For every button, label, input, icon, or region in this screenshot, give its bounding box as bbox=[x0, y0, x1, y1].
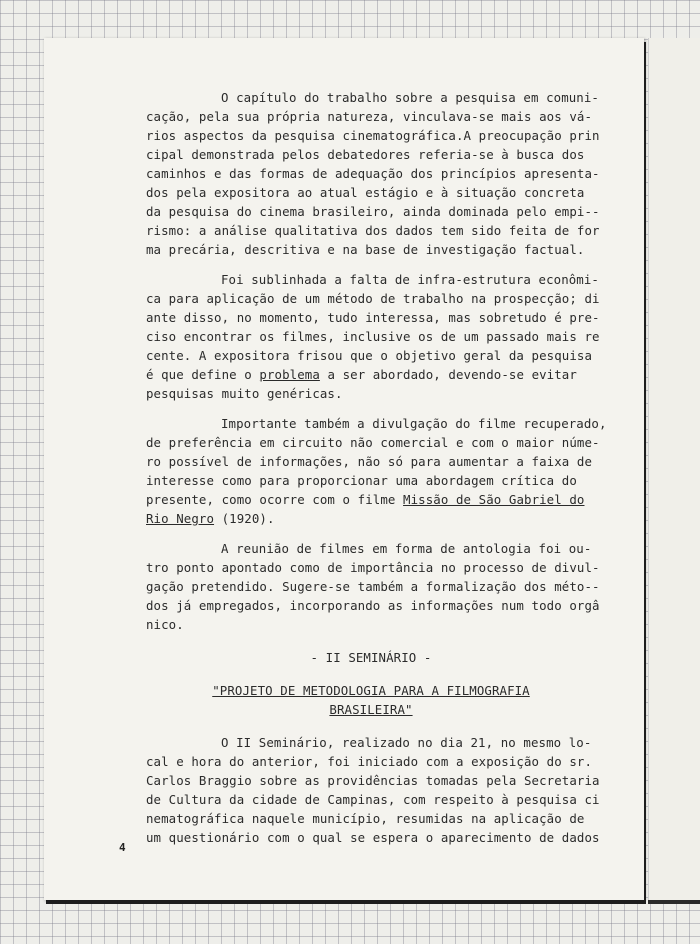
paragraph-2 bbox=[146, 270, 600, 403]
text-line: cal e hora do anterior, foi iniciado com a exposição do sr. bbox=[146, 754, 593, 769]
text-line: rismo: a análise qualitativa dos dados tem sido feita de for bbox=[146, 223, 600, 238]
text-line: da pesquisa do cinema brasileiro, ainda dominada pelo empi-- bbox=[146, 204, 600, 219]
text-line bbox=[146, 365, 596, 384]
section-heading: - II SEMINÁRIO - bbox=[310, 650, 432, 665]
text-line: dos já empregados, incorporando as informações num todo orgâ bbox=[146, 598, 600, 613]
project-title bbox=[146, 681, 596, 719]
text-line bbox=[146, 490, 596, 509]
text-line: O II Seminário, realizado no dia 21, no mesmo lo- bbox=[221, 735, 592, 750]
text-line: Foi sublinhada a falta de infra-estrutura econômi- bbox=[221, 272, 599, 287]
text-line: ciso encontrar os filmes, inclusive os de um passado mais re bbox=[146, 329, 600, 344]
text-segment: presente, como ocorre com o filme bbox=[146, 492, 404, 507]
text-line: ante disso, no momento, tudo interessa, mas sobretudo é pre- bbox=[146, 310, 600, 325]
text-line: Carlos Braggio sobre as providências tomadas pela Secretaria bbox=[146, 773, 600, 788]
text-line: nico. bbox=[146, 617, 184, 632]
document-body bbox=[146, 88, 607, 847]
text-segment: a ser abordado, devendo-se evitar bbox=[319, 367, 577, 382]
text-line: O capítulo do trabalho sobre a pesquisa em comuni- bbox=[221, 90, 599, 105]
text-line: cipal demonstrada pelos debatedores referia-se à busca dos bbox=[146, 147, 585, 162]
text-line: cação, pela sua própria natureza, vinculava-se mais aos vá- bbox=[146, 109, 593, 124]
text-line: nematográfica naquele município, resumidas na aplicação de bbox=[146, 811, 585, 826]
text-line: ro possível de informações, não só para aumentar a faixa de bbox=[146, 454, 593, 469]
text-line: caminhos e das formas de adequação dos princípios apresenta- bbox=[146, 166, 600, 181]
text-line bbox=[146, 509, 596, 528]
text-line: de preferência em circuito não comercial e com o maior núme- bbox=[146, 435, 600, 450]
paragraph-5 bbox=[146, 733, 600, 847]
text-line: cente. A expositora frisou que o objetivo geral da pesquisa bbox=[146, 348, 593, 363]
text-line: A reunião de filmes em forma de antologia foi ou- bbox=[221, 541, 592, 556]
underlined-word: problema bbox=[259, 367, 320, 382]
text-line: pesquisas muito genéricas. bbox=[146, 386, 343, 401]
text-line: rios aspectos da pesquisa cinematográfica.A preocupação prin bbox=[146, 128, 600, 143]
text-line: tro ponto apontado como de importância no processo de divul- bbox=[146, 560, 600, 575]
film-title: Missão de São Gabriel do bbox=[403, 492, 585, 507]
text-line: de Cultura da cidade de Campinas, com respeito à pesquisa ci bbox=[146, 792, 600, 807]
text-line: interesse como para proporcionar uma abordagem crítica do bbox=[146, 473, 577, 488]
film-title: Rio Negro bbox=[146, 511, 215, 526]
text-line: ma precária, descritiva e na base de investigação factual. bbox=[146, 242, 585, 257]
text-segment: é que define o bbox=[146, 367, 260, 382]
text-line: gação pretendido. Sugere-se também a formalização dos méto-- bbox=[146, 579, 600, 594]
paragraph-4 bbox=[146, 539, 600, 634]
text-line: dos pela expositora ao atual estágio e à situação concreta bbox=[146, 185, 585, 200]
paragraph-1 bbox=[146, 88, 600, 259]
text-line: Importante também a divulgação do filme recuperado, bbox=[221, 416, 607, 431]
text-line: um questionário com o qual se espera o aparecimento de dados bbox=[146, 830, 600, 845]
project-title-line: BRASILEIRA" bbox=[329, 702, 413, 717]
project-title-line: "PROJETO DE METODOLOGIA PARA A FILMOGRAFIA bbox=[212, 683, 530, 698]
text-segment: (1920). bbox=[214, 511, 275, 526]
paragraph-3 bbox=[146, 414, 607, 528]
page-number: 4 bbox=[119, 841, 126, 854]
text-line: ca para aplicação de um método de trabalho na prospecção; di bbox=[146, 291, 600, 306]
facing-page-edge bbox=[648, 38, 700, 900]
